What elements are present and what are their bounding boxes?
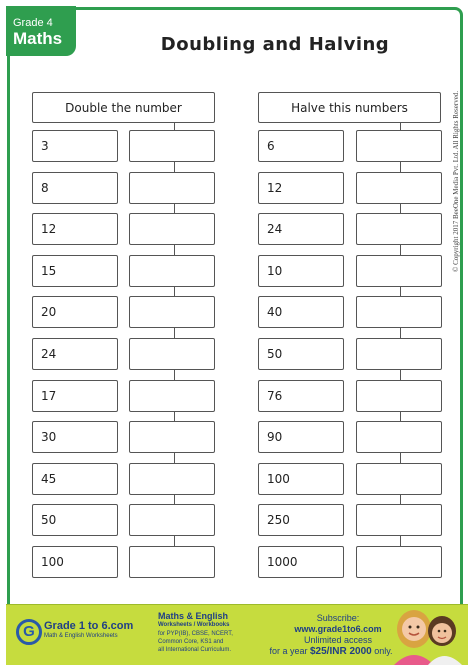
halve-answer-box[interactable] [356,296,442,328]
double-answer-box[interactable] [129,546,215,578]
halve-number-cell: 1000 [258,546,344,578]
halve-number-cell: 12 [258,172,344,204]
double-number-cell: 15 [32,255,118,287]
double-answer-box[interactable] [129,213,215,245]
price-value: $25/INR 2000 [309,646,372,657]
subject-label: Maths [13,29,63,48]
worksheet-title: Doubling and Halving [160,34,390,55]
promo-subtitle: Worksheets / Workbooks [158,622,230,628]
halve-answer-box[interactable] [356,338,442,370]
halve-answer-box[interactable] [356,546,442,578]
double-answer-box[interactable] [129,504,215,536]
double-answer-box[interactable] [129,338,215,370]
promo-title: Maths & English [158,611,229,621]
double-answer-box[interactable] [129,296,215,328]
halve-number-cell: 6 [258,130,344,162]
double-number-cell: 30 [32,421,118,453]
double-number-cell: 100 [32,546,118,578]
footer-banner [6,604,468,665]
double-number-cell: 45 [32,463,118,495]
subscribe-link[interactable]: www.grade1to6.com [294,624,382,634]
double-number-cell: 20 [32,296,118,328]
price-prefix: for a year [269,646,308,656]
double-number-cell: 3 [32,130,118,162]
double-answer-box[interactable] [129,380,215,412]
double-number-cell: 50 [32,504,118,536]
double-number-cell: 12 [32,213,118,245]
double-answer-box[interactable] [129,421,215,453]
double-answer-box[interactable] [129,172,215,204]
halve-answer-box[interactable] [356,421,442,453]
halve-answer-box[interactable] [356,172,442,204]
halve-number-cell: 50 [258,338,344,370]
price-suffix: only. [374,646,393,656]
subscribe-access: Unlimited access [303,635,373,645]
double-answer-box[interactable] [129,463,215,495]
halve-answer-box[interactable] [356,463,442,495]
halve-answer-box[interactable] [356,504,442,536]
halve-header: Halve this numbers [258,92,441,123]
halve-answer-box[interactable] [356,213,442,245]
halve-number-cell: 90 [258,421,344,453]
promo-line: all International Curriculum. [158,647,232,653]
double-header: Double the number [32,92,215,123]
double-number-cell: 17 [32,380,118,412]
double-answer-box[interactable] [129,255,215,287]
copyright-text: © Copyright 2017 BeeOne Media Pvt. Ltd. All Rights Reserved. [452,90,460,272]
double-number-cell: 8 [32,172,118,204]
halve-number-cell: 40 [258,296,344,328]
promo-line: Common Core, KS1 and [158,639,224,645]
halve-answer-box[interactable] [356,130,442,162]
grade-label: Grade 4 [13,17,53,29]
promo-line: for PYP(IB), CBSE, NCERT, [158,631,233,637]
halve-answer-box[interactable] [356,380,442,412]
grade-badge [6,6,76,56]
double-number-cell: 24 [32,338,118,370]
site-logo-tagline: Math & English Worksheets [44,633,118,639]
site-logo-name: Grade 1 to 6.com [44,620,134,632]
subscribe-label: Subscribe: [316,613,360,623]
site-logo-icon: G [16,619,42,645]
kids-photo-icon [384,601,468,665]
halve-answer-box[interactable] [356,255,442,287]
halve-number-cell: 10 [258,255,344,287]
halve-number-cell: 100 [258,463,344,495]
halve-number-cell: 76 [258,380,344,412]
double-answer-box[interactable] [129,130,215,162]
halve-number-cell: 24 [258,213,344,245]
halve-number-cell: 250 [258,504,344,536]
